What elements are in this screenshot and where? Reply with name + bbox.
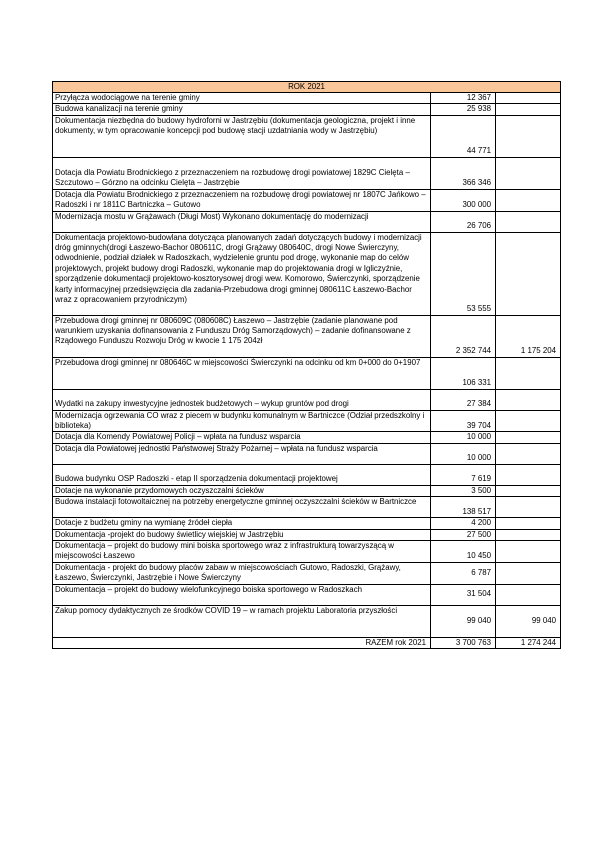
total-extra-amount: 1 274 244	[496, 637, 561, 648]
row-description: Budowa budynku OSP Radoszki - etap II sporządzenia dokumentacji projektowej	[53, 464, 431, 485]
row-extra-amount	[496, 357, 561, 389]
row-amount: 6 787	[431, 562, 496, 584]
row-amount: 27 384	[431, 389, 496, 410]
row-description: Dotacja dla Powiatu Brodnickiego z przeznaczeniem na rozbudowę drogi powiatowej nr 1807C Jańkowo – Radoszki i nr 1811C Bartniczka – Gutowo	[53, 189, 431, 211]
row-amount: 7 619	[431, 464, 496, 485]
row-extra-amount	[496, 497, 561, 518]
row-amount: 27 500	[431, 529, 496, 540]
row-description: Wydatki na zakupy inwestycyjne jednostek budżetowych – wykup gruntów pod drogi	[53, 389, 431, 410]
table-row	[53, 93, 561, 104]
row-amount: 99 040	[431, 605, 496, 637]
row-extra-amount	[496, 541, 561, 563]
document-page	[52, 81, 560, 649]
row-amount: 53 555	[431, 232, 496, 315]
table-row	[53, 211, 561, 232]
row-extra-amount	[496, 389, 561, 410]
table-row	[53, 497, 561, 518]
row-extra-amount	[496, 464, 561, 485]
row-extra-amount	[496, 115, 561, 157]
row-extra-amount	[496, 157, 561, 189]
row-description: Budowa kanalizacji na terenie gminy	[53, 104, 431, 115]
table-row	[53, 541, 561, 563]
table-row	[53, 189, 561, 211]
table-row	[53, 357, 561, 389]
table-row	[53, 584, 561, 605]
table-row	[53, 157, 561, 189]
table-row	[53, 485, 561, 496]
row-extra-amount: 1 175 204	[496, 315, 561, 357]
row-extra-amount	[496, 410, 561, 432]
row-extra-amount	[496, 93, 561, 104]
table-row	[53, 605, 561, 637]
row-description: Dokumentacja -projekt do budowy świetlicy wiejskiej w Jastrzębiu	[53, 529, 431, 540]
row-description: Budowa instalacji fotowoltaicznej na potrzeby energetyczne gminnej oczyszczalni ścieków w Bartniczce	[53, 497, 431, 518]
table-title: ROK 2021	[53, 82, 561, 93]
row-description: Modernizacja mostu w Grążawach (Długi Most) Wykonano dokumentację do modernizacji	[53, 211, 431, 232]
table-row	[53, 115, 561, 157]
row-extra-amount	[496, 518, 561, 529]
row-amount: 44 771	[431, 115, 496, 157]
row-amount: 26 706	[431, 211, 496, 232]
row-description: Dokumentacja – projekt do budowy mini boiska sportowego wraz z infrastrukturą towarzyszącą w miejscowości Łaszewo	[53, 541, 431, 563]
row-amount: 31 504	[431, 584, 496, 605]
row-extra-amount	[496, 562, 561, 584]
row-extra-amount	[496, 432, 561, 443]
row-description: Dotacje na wykonanie przydomowych oczyszczalni ścieków	[53, 485, 431, 496]
row-amount: 138 517	[431, 497, 496, 518]
row-description: Zakup pomocy dydaktycznych ze środków COVID 19 – w ramach projektu Laboratoria przyszłości	[53, 605, 431, 637]
row-extra-amount: 99 040	[496, 605, 561, 637]
table-row	[53, 529, 561, 540]
row-description: Dotacja dla Powiatu Brodnickiego z przeznaczeniem na rozbudowę drogi powiatowej 1829C Cielęta – Szczutowo – Górzno na odcinku Cielęta – Jastrzębie	[53, 157, 431, 189]
row-description: Dokumentacja projektowo-budowlana dotycząca planowanych zadań dotyczących budowy i modernizacji dróg gminnych(drogi Łaszewo-Bachor 080611C, drogi Grążawy 080640C, drogi Nowe Świerczyny, odwodnienie, podział działek w Radoszkach, wydzielenie gruntu pod drogę, wykonanie map do celów projektowych, projekt budowy drogi Radoszki, wykonanie map do projektowania drogi w Igliczyźnie, sporządzenie dokumentacji projektowo-kosztorysowej drogi wew. Komorowo, Świerczynki, sporządzenie karty informacyjnej przedsięwzięcia dla zadania-Przebudowa drogi gminnej 080611C Łaszewo-Bachor wraz z opracowaniem przyrodniczym)	[53, 232, 431, 315]
row-description: Dokumentacja – projekt do budowy wielofunkcyjnego boiska sportowego w Radoszkach	[53, 584, 431, 605]
row-description: Przyłącza wodociągowe na terenie gminy	[53, 93, 431, 104]
row-amount: 366 346	[431, 157, 496, 189]
row-extra-amount	[496, 189, 561, 211]
row-extra-amount	[496, 211, 561, 232]
row-extra-amount	[496, 529, 561, 540]
table-row	[53, 389, 561, 410]
total-row	[53, 637, 561, 648]
title-row	[53, 82, 561, 93]
table-row	[53, 443, 561, 464]
row-extra-amount	[496, 232, 561, 315]
row-extra-amount	[496, 104, 561, 115]
table-row	[53, 104, 561, 115]
table-row	[53, 562, 561, 584]
row-amount: 10 000	[431, 443, 496, 464]
row-description: Dokumentacja niezbędna do budowy hydroforni w Jastrzębiu (dokumentacja geologiczna, projekt i inne dokumenty, w tym opracowanie koncepcji pod budowę stacji uzdatniania wody w Jastrzębiu)	[53, 115, 431, 157]
row-amount: 4 200	[431, 518, 496, 529]
row-description: Dokumentacja - projekt do budowy placów zabaw w miejscowościach Gutowo, Radoszki, Grążawy, Łaszewo, Świerczynki, Jastrzębie i Nowe Świerczyny	[53, 562, 431, 584]
table-row	[53, 232, 561, 315]
row-extra-amount	[496, 443, 561, 464]
total-label: RAZEM rok 2021	[53, 637, 431, 648]
table-row	[53, 464, 561, 485]
row-amount: 300 000	[431, 189, 496, 211]
investment-table	[52, 81, 561, 649]
row-amount: 12 367	[431, 93, 496, 104]
row-amount: 10 450	[431, 541, 496, 563]
table-row	[53, 432, 561, 443]
row-amount: 10 000	[431, 432, 496, 443]
row-amount: 39 704	[431, 410, 496, 432]
table-row	[53, 410, 561, 432]
row-amount: 2 352 744	[431, 315, 496, 357]
row-extra-amount	[496, 584, 561, 605]
row-description: Dotacje z budżetu gminy na wymianę źródeł ciepła	[53, 518, 431, 529]
table-row	[53, 315, 561, 357]
row-description: Dotacja dla Powiatowej jednostki Państwowej Straży Pożarnej – wpłata na fundusz wsparcia	[53, 443, 431, 464]
row-description: Dotacja dla Komendy Powiatowej Policji – wpłata na fundusz wsparcia	[53, 432, 431, 443]
row-amount: 106 331	[431, 357, 496, 389]
row-amount: 25 938	[431, 104, 496, 115]
table-row	[53, 518, 561, 529]
row-description: Przebudowa drogi gminnej nr 080646C w miejscowości Świerczynki na odcinku od km 0+000 do 0+1907	[53, 357, 431, 389]
row-amount: 3 500	[431, 485, 496, 496]
total-amount: 3 700 763	[431, 637, 496, 648]
row-description: Przebudowa drogi gminnej nr 080609C (080608C) Łaszewo – Jastrzębie (zadanie planowane pod warunkiem uzyskania dofinansowania z Funduszu Dróg Samorządowych) – zadanie dofinansowane z Rządowego Funduszu Rozwoju Dróg w kwocie 1 175 204zł	[53, 315, 431, 357]
row-extra-amount	[496, 485, 561, 496]
row-description: Modernizacja ogrzewania CO wraz z piecem w budynku komunalnym w Bartniczce (Odział przedszkolny i biblioteka)	[53, 410, 431, 432]
